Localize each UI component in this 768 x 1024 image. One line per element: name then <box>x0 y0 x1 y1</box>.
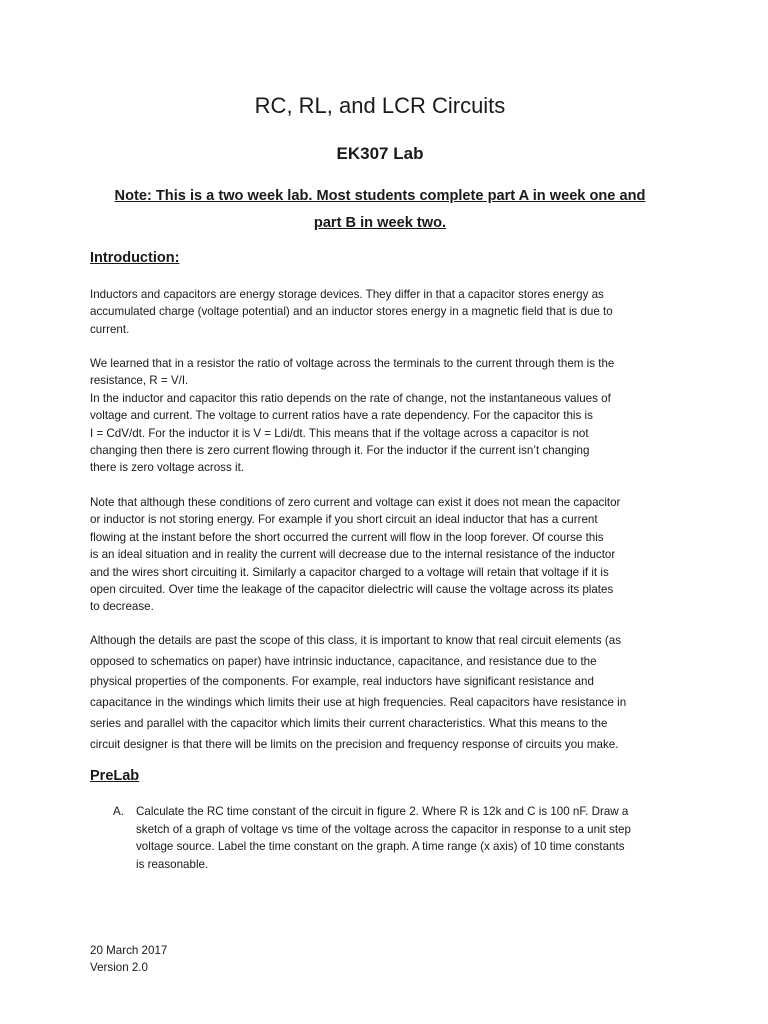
prelab-item-line: Calculate the RC time constant of the circuit in figure 2. Where R is 12k and C is 100 nF. Draw a <box>136 805 629 818</box>
footer-version: Version 2.0 <box>90 961 149 974</box>
intro-p3-line: is an ideal situation and in reality the current will decrease due to the internal resistance of the inductor <box>90 548 616 562</box>
introduction-heading-colon: : <box>174 250 180 266</box>
prelab-item-a <box>113 803 673 873</box>
introduction-heading-text: Introduction <box>90 250 175 266</box>
intro-p3-line: open circuited. Over time the leakage of the capacitor dielectric will cause the voltage across its plates <box>90 583 614 597</box>
intro-p2-line: resistance, R = V/I. <box>90 374 189 388</box>
prelab-item-line: voltage source. Label the time constant on the graph. A time range (x axis) of 10 time constants <box>136 840 625 854</box>
prelab-item-body <box>136 803 673 873</box>
intro-paragraph-4 <box>90 631 672 755</box>
intro-p3-line: to decrease. <box>90 600 154 614</box>
intro-p2-line: I = CdV/dt. For the inductor it is V = Ldi/dt. This means that if the voltage across a capacitor is not <box>90 426 589 440</box>
lab-duration-note <box>90 183 670 237</box>
intro-p4-line: circuit designer is that there will be limits on the precision and frequency response of circuits you make. <box>90 737 619 751</box>
intro-p2-line: In the inductor and capacitor this ratio depends on the rate of change, not the instantaneous values of <box>90 391 611 405</box>
document-title: RC, RL, and LCR Circuits <box>254 93 506 118</box>
intro-p3-line: flowing at the instant before the short occurred the current will flow in the loop forever. Of course this <box>90 530 604 544</box>
intro-p1-line: current. <box>90 322 130 336</box>
intro-p4-line: series and parallel with the capacitor which limits their current characteristics. What this means to the <box>90 716 608 730</box>
intro-p3-line: Note that although these conditions of zero current and voltage can exist it does not mean the capacitor <box>90 496 621 509</box>
intro-p3-line: or inductor is not storing energy. For example if you short circuit an ideal inductor that has a current <box>90 513 598 527</box>
intro-p4-line: opposed to schematics on paper) have intrinsic inductance, capacitance, and resistance due to the <box>90 654 597 668</box>
prelab-item-line: is reasonable. <box>136 857 209 871</box>
document-subtitle: EK307 Lab <box>336 144 424 163</box>
intro-p2-line: changing then there is zero current flowing through it. For the inductor if the current isn’t changing <box>90 444 590 458</box>
prelab-item-line: sketch of a graph of voltage vs time of the voltage across the capacitor in response to a unit step <box>136 822 631 836</box>
document-page <box>90 0 670 1024</box>
intro-p4-line: capacitance in the windings which limits their use at high frequencies. Real capacitors have resistance in <box>90 696 627 710</box>
intro-paragraph-2 <box>90 355 672 477</box>
list-marker: A. <box>113 805 124 818</box>
intro-p1-line: Inductors and capacitors are energy storage devices. They differ in that a capacitor stores energy as <box>90 288 604 301</box>
prelab-heading <box>90 768 139 784</box>
introduction-heading <box>90 250 179 266</box>
intro-p2-line: We learned that in a resistor the ratio of voltage across the terminals to the current through them is the <box>90 357 615 370</box>
intro-paragraph-1 <box>90 286 672 338</box>
footer-date: 20 March 2017 <box>90 944 168 957</box>
page-footer <box>90 942 167 976</box>
intro-paragraph-3 <box>90 494 672 616</box>
note-line-1: Note: This is a two week lab. Most students complete part A in week one and <box>114 188 646 204</box>
intro-p4-line: physical properties of the components. For example, real inductors have significant resistance and <box>90 675 594 689</box>
intro-p1-line: accumulated charge (voltage potential) and an inductor stores energy in a magnetic field that is due to <box>90 305 613 319</box>
intro-p3-line: and the wires short circuiting it. Similarly a capacitor charged to a voltage will retain that voltage if it is <box>90 565 609 579</box>
prelab-heading-text: PreLab <box>90 768 140 784</box>
intro-p2-line: voltage and current. The voltage to current ratios have a rate dependency. For the capacitor this is <box>90 409 593 423</box>
note-line-2: part B in week two. <box>313 215 447 231</box>
intro-p2-line: there is zero voltage across it. <box>90 461 245 475</box>
intro-p4-line: Although the details are past the scope of this class, it is important to know that real circuit elements (as <box>90 634 621 647</box>
